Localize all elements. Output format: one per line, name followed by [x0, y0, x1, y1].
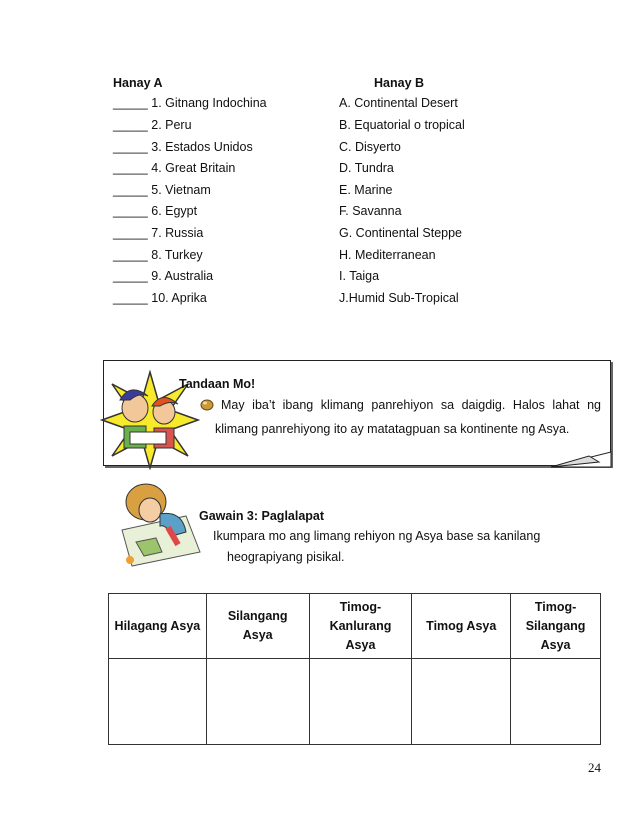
- hanay-b-item: E. Marine: [339, 183, 393, 197]
- answer-blank[interactable]: _____: [113, 118, 148, 132]
- hanay-b-item: B. Equatorial o tropical: [339, 118, 465, 132]
- hanay-a-item: 10. Aprika: [151, 291, 207, 305]
- page-number: 24: [588, 760, 601, 775]
- hanay-b-item: D. Tundra: [339, 161, 394, 175]
- answer-blank[interactable]: _____: [113, 248, 148, 262]
- gawain-title: Gawain 3: Paglalapat: [199, 509, 325, 523]
- matching-row: [113, 140, 513, 160]
- page-curl-icon: [549, 450, 613, 468]
- answer-blank[interactable]: _____: [113, 269, 148, 283]
- hanay-a-header: Hanay A: [113, 76, 163, 90]
- matching-row: [113, 269, 513, 289]
- hanay-a-item: 2. Peru: [151, 118, 192, 132]
- answer-blank[interactable]: _____: [113, 161, 148, 175]
- hanay-a-item: 5. Vietnam: [151, 183, 211, 197]
- answer-cell[interactable]: [412, 659, 511, 745]
- hanay-b-item: I. Taiga: [339, 269, 380, 283]
- hanay-a-item: 1. Gitnang Indochina: [151, 96, 267, 110]
- matching-row: [113, 118, 513, 138]
- tandaan-text-line2: klimang panrehiyong ito ay matatagpuan sa kontinente ng Asya.: [215, 422, 570, 436]
- matching-row: [113, 204, 513, 224]
- hanay-b-item: J.Humid Sub-Tropical: [339, 291, 459, 305]
- answer-blank[interactable]: _____: [113, 226, 148, 240]
- hanay-a-item: 4. Great Britain: [151, 161, 236, 175]
- answer-cell[interactable]: [206, 659, 309, 745]
- hanay-b-item: C. Disyerto: [339, 140, 401, 154]
- girl-drawing-illustration-icon: [116, 480, 204, 570]
- answer-cell[interactable]: [109, 659, 207, 745]
- column-header-silangang-asya: Silangang Asya: [206, 594, 309, 659]
- answer-blank[interactable]: _____: [113, 291, 148, 305]
- hanay-b-item: F. Savanna: [339, 204, 402, 218]
- matching-row: [113, 291, 513, 311]
- answer-blank[interactable]: _____: [113, 96, 148, 110]
- table-answer-row: [109, 659, 601, 745]
- hanay-a-item: 7. Russia: [151, 226, 204, 240]
- column-header-hilagang-asya: Hilagang Asya: [109, 594, 207, 659]
- matching-row: [113, 96, 513, 116]
- hanay-a-item: 9. Australia: [151, 269, 214, 283]
- hanay-a-item: 6. Egypt: [151, 204, 198, 218]
- column-header-timog-silangang-asya: Timog- Silangang Asya: [511, 594, 601, 659]
- answer-blank[interactable]: _____: [113, 183, 148, 197]
- matching-row: [113, 161, 513, 181]
- answer-cell[interactable]: [511, 659, 601, 745]
- column-header-timog-kanlurang-asya: Timog- Kanlurang Asya: [309, 594, 412, 659]
- tandaan-text-line1: May iba’t ibang klimang panrehiyon sa daigdig. Halos lahat ng: [221, 398, 601, 412]
- hanay-b-item: H. Mediterranean: [339, 248, 436, 262]
- bullet-icon: [200, 399, 214, 411]
- gawain-instruction-line2: heograpiyang pisikal.: [227, 550, 345, 564]
- hanay-b-item: A. Continental Desert: [339, 96, 458, 110]
- answer-blank[interactable]: _____: [113, 204, 148, 218]
- matching-row: [113, 183, 513, 203]
- gawain-instruction-line1: Ikumpara mo ang limang rehiyon ng Asya base sa kanilang: [213, 529, 541, 543]
- comparison-table: [108, 593, 601, 745]
- hanay-a-item: 3. Estados Unidos: [151, 140, 253, 154]
- hanay-b-header: Hanay B: [374, 76, 425, 90]
- answer-cell[interactable]: [309, 659, 412, 745]
- matching-row: [113, 226, 513, 246]
- table-header-row: [109, 594, 601, 659]
- matching-row: [113, 248, 513, 268]
- hanay-b-item: G. Continental Steppe: [339, 226, 462, 240]
- hanay-a-item: 8. Turkey: [151, 248, 203, 262]
- tandaan-title: Tandaan Mo!: [179, 377, 256, 391]
- answer-blank[interactable]: _____: [113, 140, 148, 154]
- column-header-timog-asya: Timog Asya: [412, 594, 511, 659]
